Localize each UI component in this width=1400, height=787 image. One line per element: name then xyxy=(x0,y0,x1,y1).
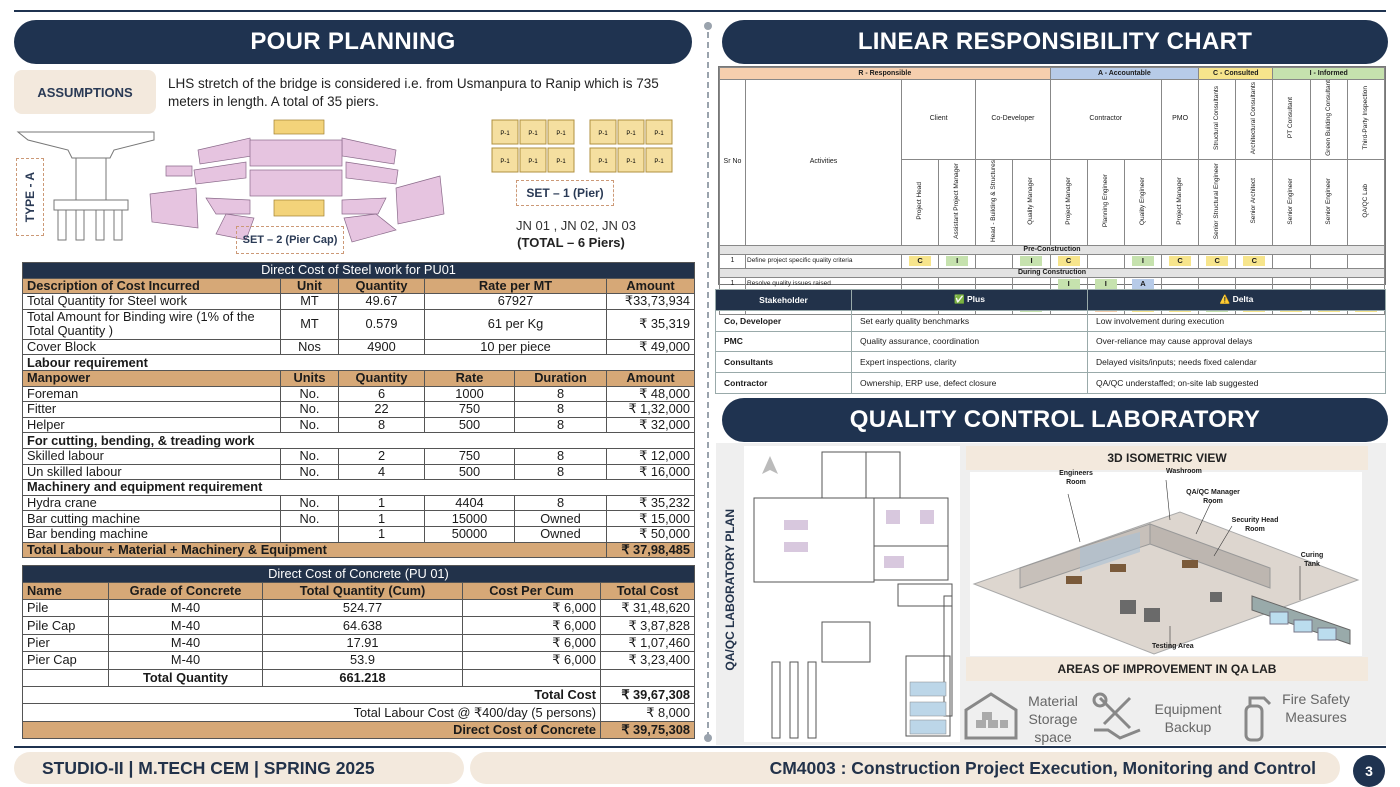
svg-text:P-1: P-1 xyxy=(500,131,510,137)
room-label-qaqc-manager: QA/QC Manager Room xyxy=(1186,489,1240,505)
responsibility-mark: C xyxy=(1058,256,1080,266)
lab-floor-plan xyxy=(744,446,960,742)
lrc-title: LINEAR RESPONSIBILITY CHART xyxy=(722,20,1388,64)
role-header: QA/QC Lab xyxy=(1361,184,1369,218)
direct-concrete-row: Direct Cost of Concrete ₹ 39,75,308 xyxy=(23,721,695,738)
stakeholder-table: Stakeholder ✅ Plus ⚠️ Delta Co, Developer Set early quality benchmarks Low involvement during execution PMC Quality assurance, coordination Over-reliance may cause approval delays Consultants Expert inspections, clarity Delayed visits/inputs; needs fixed calendar Contractor Ownership, ERP use, defect closure QA/QC understaffed; on-site lab suggested xyxy=(715,289,1386,394)
responsibility-mark: C xyxy=(1206,256,1228,266)
pile-cell xyxy=(618,120,644,144)
responsibility-mark xyxy=(1318,255,1340,265)
phase-pre: Pre-Construction xyxy=(720,245,1385,254)
total-cost-row: Total Cost ₹ 39,67,308 xyxy=(23,686,695,703)
concrete-cost-table xyxy=(22,565,695,739)
table-row: Foreman No. 6 1000 8 ₹ 48,000 xyxy=(23,386,695,402)
group-architectural: Architectural Consultants xyxy=(1250,81,1258,155)
role-header: Senior Architect xyxy=(1250,178,1258,224)
svg-text:P-1: P-1 xyxy=(598,159,608,165)
table-row: Consultants Expert inspections, clarity Delayed visits/inputs; needs fixed calendar xyxy=(716,352,1386,373)
svg-text:P-1: P-1 xyxy=(556,131,566,137)
room-label-washroom: Washroom xyxy=(1166,468,1202,475)
activity-row xyxy=(720,254,1385,268)
top-rule xyxy=(14,10,1386,12)
labour-header-row: Manpower Units Quantity Rate Duration Amount xyxy=(23,370,695,386)
table-row: Total Amount for Binding wire (1% of the Total Quantity ) MT 0.579 61 per Kg ₹ 35,319 xyxy=(23,309,695,339)
legend-informed: I - Informed xyxy=(1273,68,1385,80)
steel-caption: Direct Cost of Steel work for PU01 xyxy=(23,263,695,279)
concrete-caption: Direct Cost of Concrete (PU 01) xyxy=(23,566,695,583)
pile-cell xyxy=(520,120,546,144)
responsibility-mark xyxy=(1280,278,1302,288)
activity-number: 1 xyxy=(720,277,746,291)
pile-cell xyxy=(646,120,672,144)
steel-total-row: Total Labour + Material + Machinery & Equipment ₹ 37,98,485 xyxy=(23,542,695,558)
activity-number: 1 xyxy=(720,254,746,268)
table-row: Hydra crane No. 1 4404 8 ₹ 35,232 xyxy=(23,495,695,511)
table-row: Pile M-40 524.77 ₹ 6,000 ₹ 31,48,620 xyxy=(23,600,695,617)
pile-cell xyxy=(590,148,616,172)
legend-responsible: R - Responsible xyxy=(720,68,1051,80)
responsibility-mark xyxy=(1243,278,1265,288)
responsibility-mark xyxy=(1169,278,1191,288)
group-co-developer: Co-Developer xyxy=(976,80,1050,160)
responsibility-mark xyxy=(1020,278,1042,288)
areas-label: AREAS OF IMPROVEMENT IN QA LAB xyxy=(966,657,1368,681)
activity-name: Resolve quality issues raised xyxy=(746,277,902,291)
responsibility-mark xyxy=(983,278,1005,288)
set2-label: SET – 2 (Pier Cap) xyxy=(236,226,344,254)
role-header: Senior Engineer xyxy=(1324,177,1332,225)
role-header: Quality Engineer xyxy=(1138,176,1146,225)
svg-text:P-1: P-1 xyxy=(626,159,636,165)
svg-text:P-1: P-1 xyxy=(654,131,664,137)
table-row: Pile Cap M-40 64.638 ₹ 6,000 ₹ 3,87,828 xyxy=(23,617,695,634)
table-row: Helper No. 8 500 8 ₹ 32,000 xyxy=(23,417,695,433)
qcl-title: QUALITY CONTROL LABORATORY xyxy=(722,398,1388,442)
activity-name: Define project specific quality criteria xyxy=(746,254,902,268)
responsibility-mark: C xyxy=(1169,256,1191,266)
table-row: Bar bending machine 1 50000 Owned ₹ 50,000 xyxy=(23,526,695,542)
svg-text:P-1: P-1 xyxy=(500,159,510,165)
pile-cell xyxy=(646,148,672,172)
table-row: PMC Quality assurance, coordination Over-reliance may cause approval delays xyxy=(716,331,1386,352)
plan-label: QA/QC LABORATORY PLAN xyxy=(723,509,737,671)
role-header: Head - Building & Structures xyxy=(990,159,998,242)
room-label-curing-tank: Curing Tank xyxy=(1300,552,1324,568)
svg-text:P-1: P-1 xyxy=(528,159,538,165)
svg-text:P-1: P-1 xyxy=(528,131,538,137)
labour-section-title: Labour requirement xyxy=(23,355,695,371)
responsibility-mark: I xyxy=(946,256,968,266)
table-row: Pier Cap M-40 53.9 ₹ 6,000 ₹ 3,23,400 xyxy=(23,652,695,669)
group-pt: PT Consultant xyxy=(1287,97,1295,139)
responsibility-mark xyxy=(909,278,931,288)
group-third-party: Third-Party Inspection xyxy=(1361,86,1369,150)
room-label-security-head: Security Head Room xyxy=(1231,517,1279,533)
responsibility-mark: I xyxy=(1132,256,1154,266)
legend-row xyxy=(720,68,1385,80)
type-a-label: TYPE - A xyxy=(16,158,44,236)
labour-cost-row: Total Labour Cost @ ₹400/day (5 persons) ₹ 8,000 xyxy=(23,704,695,721)
room-label-engineers: Engineers Room xyxy=(1059,470,1093,486)
responsibility-mark: I xyxy=(1058,279,1080,289)
set1-label: SET – 1 (Pier) xyxy=(516,180,614,206)
footer-course: STUDIO-II | M.TECH CEM | SPRING 2025 xyxy=(14,752,464,784)
table-row: Contractor Ownership, ERP use, defect closure QA/QC understaffed; on-site lab suggested xyxy=(716,373,1386,394)
table-row: Pier M-40 17.91 ₹ 6,000 ₹ 1,07,460 xyxy=(23,634,695,651)
responsibility-mark xyxy=(1318,278,1340,288)
responsibility-mark xyxy=(946,278,968,288)
responsibility-mark xyxy=(1355,255,1377,265)
cutting-section-title: For cutting, bending, & treading work xyxy=(23,433,695,449)
improvement-fire: Fire Safety Measures xyxy=(1282,691,1350,725)
role-header: Quality Manager xyxy=(1027,177,1035,225)
steel-cost-table xyxy=(22,262,695,558)
group-pmo: PMO xyxy=(1161,80,1198,160)
pile-cell xyxy=(492,148,518,172)
table-row: Bar cutting machine No. 1 15000 Owned ₹ 15,000 xyxy=(23,511,695,527)
table-row: Co, Developer Set early quality benchmarks Low involvement during execution xyxy=(716,310,1386,331)
footer-subject: CM4003 : Construction Project Execution, Monitoring and Control xyxy=(470,752,1340,784)
group-client: Client xyxy=(902,80,976,160)
svg-text:P-1: P-1 xyxy=(654,159,664,165)
table-row: Fitter No. 22 750 8 ₹ 1,32,000 xyxy=(23,402,695,418)
legend-consulted: C - Consulted xyxy=(1199,68,1273,80)
responsibility-chart xyxy=(718,66,1386,289)
improvement-storage: Material Storage space xyxy=(1028,693,1078,745)
table-row: Skilled labour No. 2 750 8 ₹ 12,000 xyxy=(23,448,695,464)
iso-label: 3D ISOMETRIC VIEW xyxy=(966,446,1368,470)
responsibility-mark xyxy=(1355,278,1377,288)
responsibility-mark xyxy=(1095,255,1117,265)
table-row: Un skilled labour No. 4 500 8 ₹ 16,000 xyxy=(23,464,695,480)
pour-planning-title: POUR PLANNING xyxy=(14,20,692,64)
jn-text: JN 01 , JN 02, JN 03 xyxy=(516,218,636,233)
page-number: 3 xyxy=(1353,755,1385,787)
responsibility-mark: A xyxy=(1132,279,1154,289)
group-contractor: Contractor xyxy=(1050,80,1161,160)
total-piers: (TOTAL – 6 Piers) xyxy=(517,235,625,250)
tools-icon xyxy=(1090,690,1144,742)
pile-grid xyxy=(488,120,680,174)
responsibility-mark: I xyxy=(1095,279,1117,289)
role-header: Planning Engineer xyxy=(1101,174,1109,228)
pile-cell xyxy=(618,148,644,172)
responsibility-mark xyxy=(1280,255,1302,265)
steel-header-row: Description of Cost Incurred Unit Quantity Rate per MT Amount xyxy=(23,278,695,294)
total-quantity-row: Total Quantity 661.218 xyxy=(23,669,695,686)
svg-text:P-1: P-1 xyxy=(626,131,636,137)
divider-dot xyxy=(704,734,712,742)
activities-header: Activities xyxy=(746,80,902,246)
group-green: Green Building Consultant xyxy=(1324,80,1332,156)
assumptions-text: LHS stretch of the bridge is considered i.e. from Usmanpura to Ranip which is 735 meters in length. A total of 35 piers. xyxy=(168,76,659,109)
bottom-rule xyxy=(14,746,1386,748)
responsibility-mark: C xyxy=(1243,256,1265,266)
role-header: Project Head xyxy=(916,182,924,220)
svg-text:P-1: P-1 xyxy=(598,131,608,137)
role-header: Project Manager xyxy=(1176,177,1184,225)
improvement-equipment: Equipment Backup xyxy=(1154,701,1222,735)
room-label-testing: Testing Area xyxy=(1152,643,1194,650)
assumptions-label: ASSUMPTIONS xyxy=(14,70,156,114)
role-header: Assistant Project Manager xyxy=(953,162,961,239)
concrete-header-row: Name Grade of Concrete Total Quantity (Cum) Cost Per Cum Total Cost xyxy=(23,583,695,600)
pile-cell xyxy=(548,120,574,144)
responsibility-mark xyxy=(1206,278,1228,288)
pile-cell xyxy=(520,148,546,172)
warehouse-icon xyxy=(962,690,1020,742)
role-header: Senior Engineer xyxy=(1287,177,1295,225)
fire-extinguisher-icon xyxy=(1236,692,1276,744)
role-header: Project Manager xyxy=(1064,177,1072,225)
phase-during: During Construction xyxy=(720,268,1385,277)
machinery-section-title: Machinery and equipment requirement xyxy=(23,480,695,496)
svg-text:P-1: P-1 xyxy=(556,159,566,165)
pile-cell xyxy=(590,120,616,144)
table-row: Cover Block Nos 4900 10 per piece ₹ 49,000 xyxy=(23,339,695,355)
legend-accountable: A - Accountable xyxy=(1050,68,1199,80)
role-header: Senior Structural Engineer xyxy=(1213,162,1221,240)
column-divider xyxy=(707,22,709,738)
pile-cell xyxy=(492,120,518,144)
responsibility-mark: I xyxy=(1020,256,1042,266)
responsibility-mark: C xyxy=(909,256,931,266)
divider-dot xyxy=(704,22,712,30)
responsibility-mark xyxy=(983,255,1005,265)
table-row: Total Quantity for Steel work MT 49.67 67927 ₹33,73,934 xyxy=(23,294,695,310)
srno-header: Sr No xyxy=(720,80,746,246)
group-structural: Structural Consultants xyxy=(1213,85,1221,150)
pile-cell xyxy=(548,148,574,172)
